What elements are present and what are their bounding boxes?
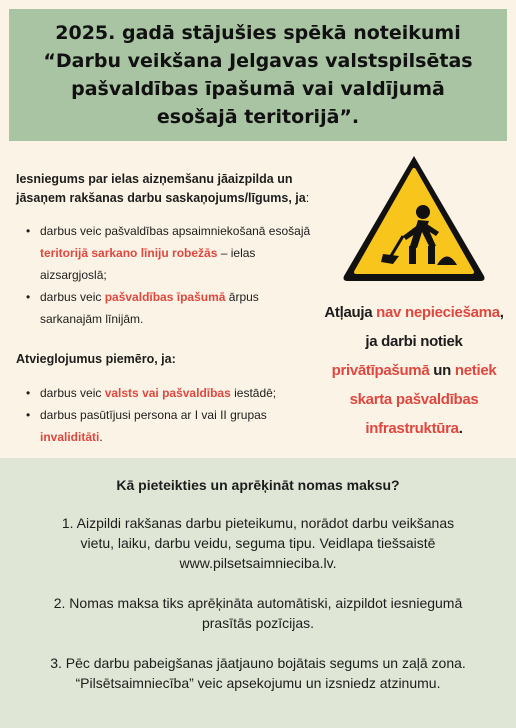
item-highlight: pašvaldības īpašumā bbox=[104, 290, 226, 304]
item-text: . bbox=[99, 430, 103, 444]
requirements-list bbox=[16, 220, 316, 330]
list-item bbox=[26, 404, 316, 448]
item-highlight: invaliditāti bbox=[40, 430, 100, 444]
step-item bbox=[0, 593, 516, 633]
step-line: www.pilsetsaimnieciba.lv. bbox=[179, 555, 337, 571]
title-line: esošajā teritorijā”. bbox=[156, 106, 360, 128]
step-item bbox=[0, 653, 516, 693]
permit-text: . bbox=[458, 420, 463, 437]
item-text: ārpus sarkanajām līnijām. bbox=[40, 290, 259, 326]
title-banner bbox=[9, 9, 507, 141]
list-item bbox=[26, 382, 316, 404]
permit-highlight: infrastruktūra bbox=[365, 420, 459, 437]
step-line: 2. Nomas maksa tiks aprēķināta automātiski, aizpildot iesniegumā bbox=[53, 595, 463, 611]
item-text: – ielas aizsargjoslā; bbox=[40, 246, 256, 282]
permit-text: Atļauja bbox=[324, 304, 377, 321]
bullet-icon: • bbox=[26, 290, 31, 304]
permit-text: un bbox=[429, 362, 455, 379]
step-line: “Pilsētsaimniecība” veic apsekojumu un izsniedz atzinumu. bbox=[75, 675, 441, 691]
title-line: pašvaldības īpašumā vai valdījumā bbox=[71, 78, 445, 100]
permit-note bbox=[318, 298, 510, 443]
how-to-apply-section bbox=[0, 458, 516, 728]
relief-list bbox=[16, 382, 316, 448]
step-line: 3. Pēc darbu pabeigšanas jāatjauno bojātais segums un zaļā zona. bbox=[50, 655, 466, 671]
item-text: darbus veic pašvaldības apsaimniekošanā esošajā bbox=[40, 224, 311, 238]
item-text: iestādē; bbox=[230, 386, 277, 400]
permit-line bbox=[318, 414, 510, 443]
permit-highlight: nav nepieciešama bbox=[376, 304, 500, 321]
item-highlight: valsts vai pašvaldības bbox=[104, 386, 231, 400]
item-highlight: teritorijā sarkano līniju robežās bbox=[40, 246, 218, 260]
intro-text bbox=[16, 170, 316, 208]
requirements-section bbox=[16, 170, 316, 448]
permit-line bbox=[318, 298, 510, 327]
permit-section bbox=[318, 150, 510, 443]
permit-line bbox=[318, 356, 510, 385]
step-line: prasītās pozīcijas. bbox=[201, 615, 315, 631]
step-line: 1. Aizpildi rakšanas darbu pieteikumu, norādot darbu veikšanas bbox=[61, 515, 455, 531]
bullet-icon: • bbox=[26, 408, 31, 422]
road-work-warning-sign-icon bbox=[339, 150, 489, 286]
intro-colon: : bbox=[305, 191, 310, 205]
title-line: “Darbu veikšana Jelgavas valstspilsētas bbox=[43, 50, 473, 72]
item-text: darbus pasūtījusi persona ar I vai II grupas bbox=[40, 408, 267, 422]
permit-line: ja darbi notiek bbox=[365, 333, 463, 350]
bullet-icon: • bbox=[26, 386, 31, 400]
step-line: vietu, laiku, darbu veidu, seguma tipu. Veidlapa tiešsaistē bbox=[80, 535, 436, 551]
relief-heading: Atvieglojumus piemēro, ja: bbox=[16, 352, 176, 366]
section-title: Kā pieteikties un aprēķināt nomas maksu? bbox=[116, 477, 400, 493]
item-text: darbus veic bbox=[40, 386, 105, 400]
step-item bbox=[0, 513, 516, 573]
item-text: darbus veic bbox=[40, 290, 105, 304]
permit-highlight: privātīpašumā bbox=[331, 362, 430, 379]
list-item bbox=[26, 220, 316, 286]
permit-line: skarta pašvaldības bbox=[349, 391, 479, 408]
permit-highlight: netiek bbox=[454, 362, 497, 379]
permit-text: , bbox=[499, 304, 504, 321]
title-line: 2025. gadā stājušies spēkā noteikumi bbox=[55, 22, 461, 44]
list-item bbox=[26, 286, 316, 330]
bullet-icon: • bbox=[26, 224, 31, 238]
intro-bold: Iesniegums par ielas aizņemšanu jāaizpilda un jāsaņem rakšanas darbu saskaņojums/līgums, ja bbox=[16, 172, 306, 205]
